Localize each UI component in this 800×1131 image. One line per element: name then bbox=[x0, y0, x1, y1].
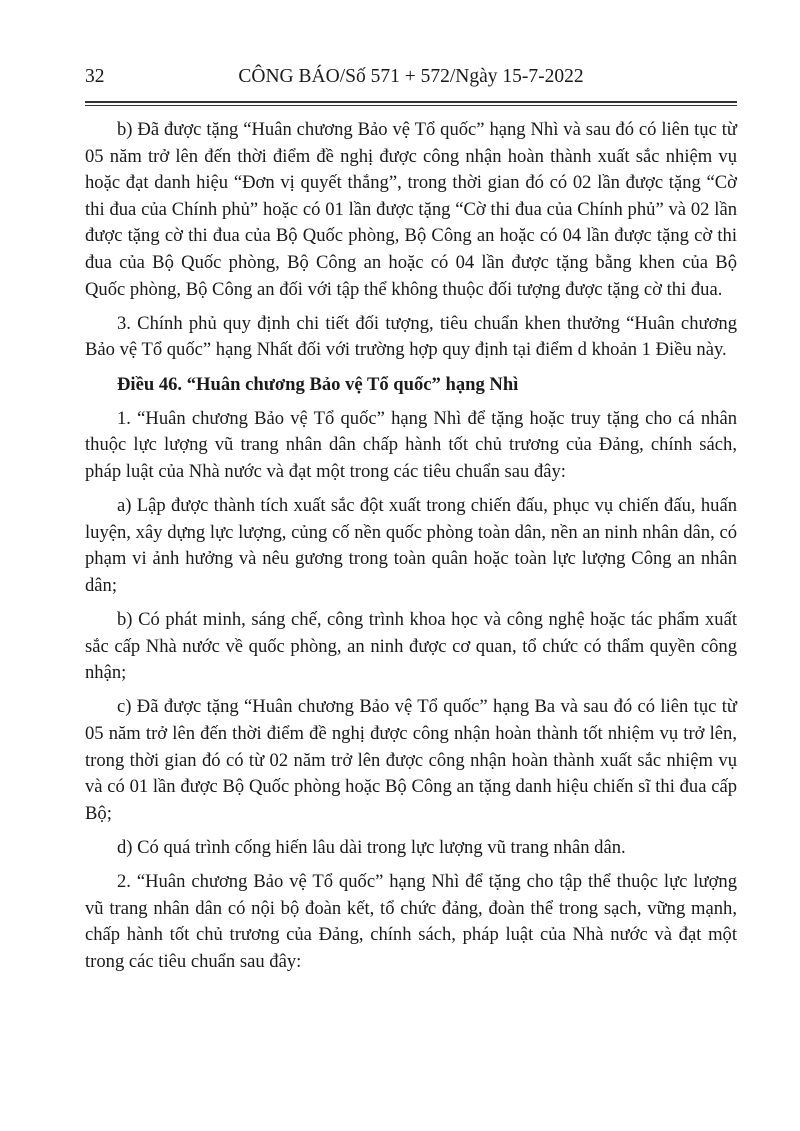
paragraph-point-b: b) Có phát minh, sáng chế, công trình khoa học và công nghệ hoặc tác phẩm xuất sắc cấp Nhà nước về quốc phòng, an ninh được cơ quan, tổ chức có thẩm quyền công nhận; bbox=[85, 609, 737, 684]
paragraph-clause-1: 1. “Huân chương Bảo vệ Tổ quốc” hạng Nhì để tặng hoặc truy tặng cho cá nhân thuộc lực lượng vũ trang nhân dân chấp hành tốt chủ trương của Đảng, chính sách, pháp luật của Nhà nước và đạt một trong các tiêu chuẩn sau đây: bbox=[85, 407, 737, 482]
paragraph-point-a: a) Lập được thành tích xuất sắc đột xuất trong chiến đấu, phục vụ chiến đấu, huấn luyện, xây dựng lực lượng, củng cố nền quốc phòng toàn dân, nền an ninh nhân dân, có phạm vi ảnh hưởng và nêu gương trong toàn quân hoặc toàn lực lượng Công an nhân dân; bbox=[85, 495, 737, 596]
document-body bbox=[85, 117, 737, 983]
page-header bbox=[85, 66, 737, 96]
paragraph-point-c: c) Đã được tặng “Huân chương Bảo vệ Tổ quốc” hạng Ba và sau đó có liên tục từ 05 năm trở lên đến thời điểm đề nghị được công nhận hoàn thành tốt nhiệm vụ trở lên, trong thời gian đó có từ 02 năm trở lên được công nhận hoàn thành xuất sắc nhiệm vụ và có 01 lần được Bộ Quốc phòng hoặc Bộ Công an tặng danh hiệu chiến sĩ thi đua cấp Bộ; bbox=[85, 696, 737, 824]
paragraph-clause-2: 2. “Huân chương Bảo vệ Tổ quốc” hạng Nhì để tặng cho tập thể thuộc lực lượng vũ trang nhân dân có nội bộ đoàn kết, tổ chức đảng, đoàn thể trong sạch, vững mạnh, chấp hành tốt chủ trương của Đảng, chính sách, pháp luật của Nhà nước và đạt một trong các tiêu chuẩn sau đây: bbox=[85, 871, 737, 972]
paragraph-point-b-continued: b) Đã được tặng “Huân chương Bảo vệ Tổ quốc” hạng Nhì và sau đó có liên tục từ 05 năm trở lên đến thời điểm đề nghị được công nhận hoàn thành xuất sắc nhiệm vụ hoặc đạt danh hiệu “Đơn vị quyết thắng”, trong thời gian đó có 02 lần được tặng “Cờ thi đua của Chính phủ” hoặc có 01 lần được tặng “Cờ thi đua của Chính phủ” và 02 lần được tặng cờ thi đua của Bộ Quốc phòng, Bộ Công an hoặc có 04 lần được tặng cờ thi đua của Bộ Quốc phòng, Bộ Công an hoặc có 04 lần được tặng bằng khen của Bộ Quốc phòng, Bộ Công an đối với tập thể không thuộc đối tượng được tặng cờ thi đua. bbox=[85, 119, 737, 300]
page-number: 32 bbox=[85, 66, 105, 87]
gazette-title: CÔNG BÁO/Số 571 + 572/Ngày 15-7-2022 bbox=[238, 66, 584, 87]
paragraph-point-d: d) Có quá trình cống hiến lâu dài trong lực lượng vũ trang nhân dân. bbox=[117, 837, 626, 858]
paragraph-clause-3: 3. Chính phủ quy định chi tiết đối tượng, tiêu chuẩn khen thưởng “Huân chương Bảo vệ Tổ quốc” hạng Nhất đối với trường hợp quy định tại điểm d khoản 1 Điều này. bbox=[85, 312, 737, 361]
header-rule-top bbox=[85, 101, 737, 103]
article-46-heading: Điều 46. “Huân chương Bảo vệ Tổ quốc” hạng Nhì bbox=[117, 373, 519, 395]
header-rule-bottom bbox=[85, 105, 737, 106]
